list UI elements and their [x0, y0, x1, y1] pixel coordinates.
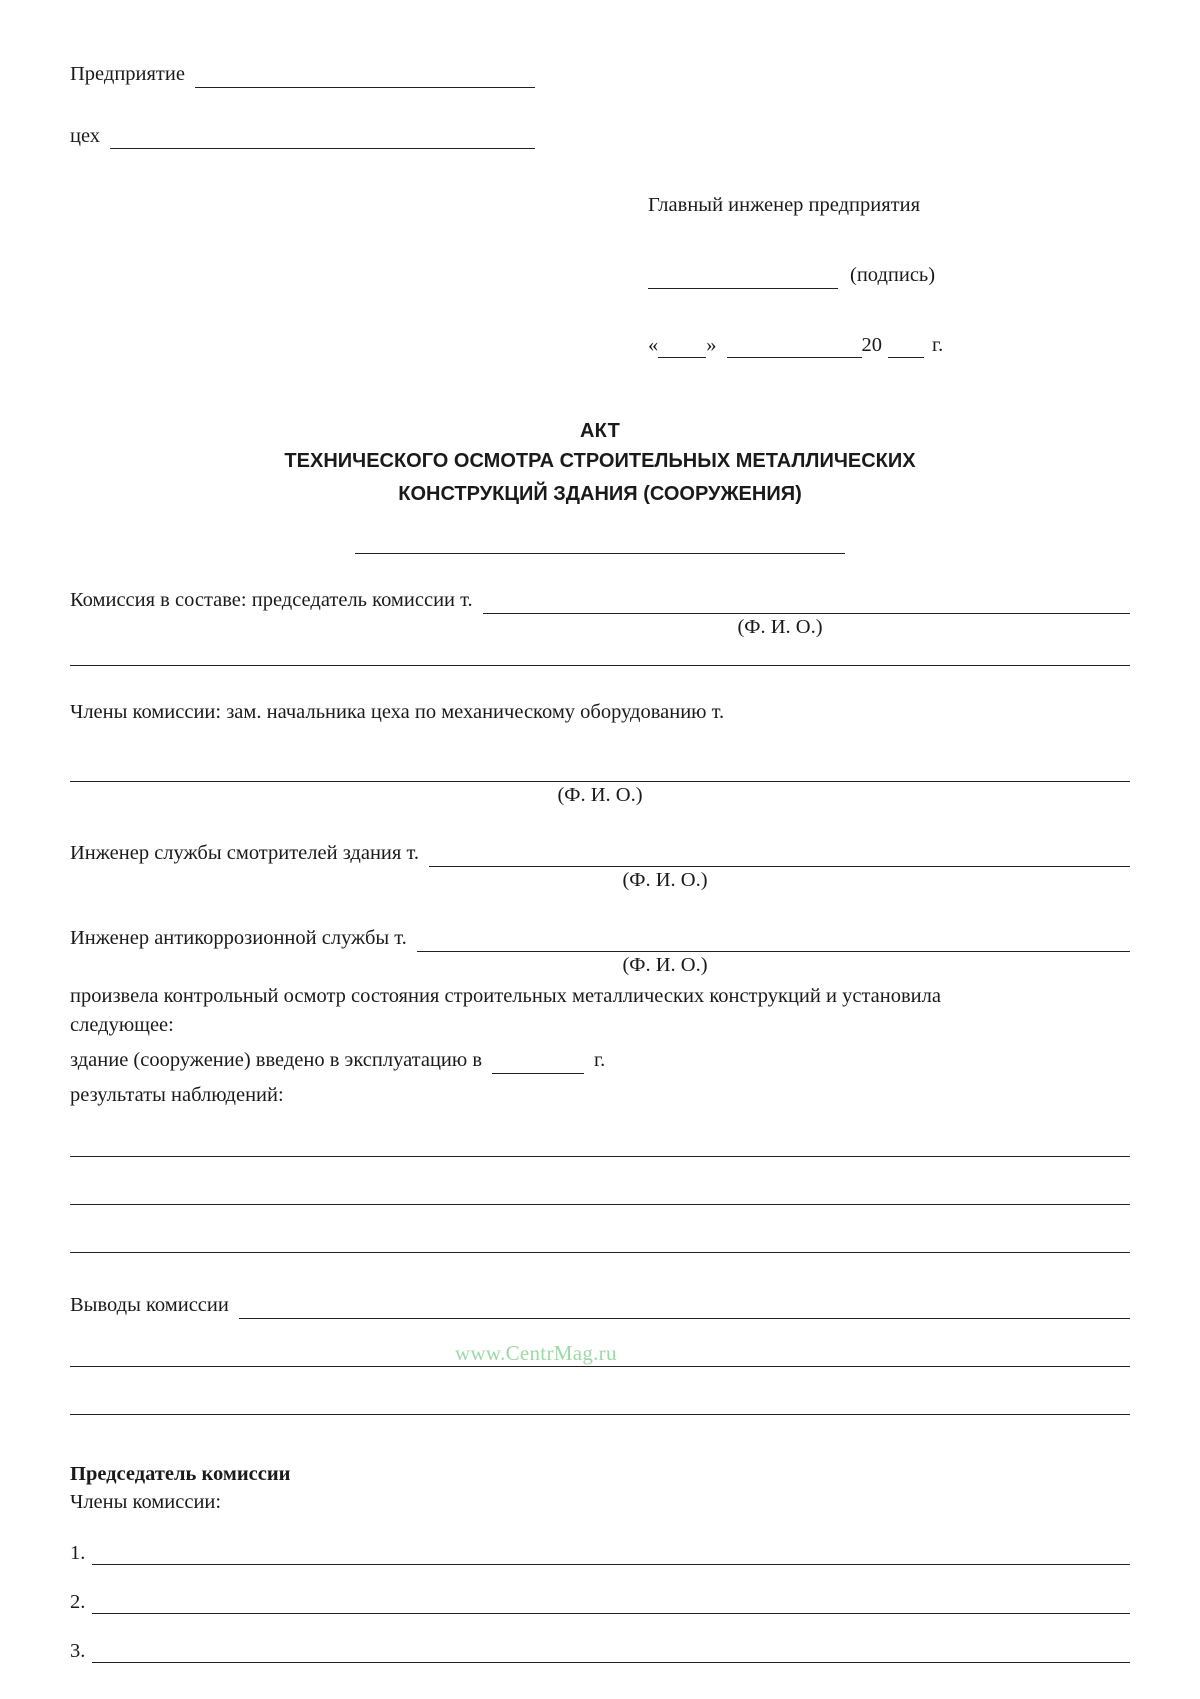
shop-row: [70, 124, 1130, 150]
member-input-line-1[interactable]: [92, 1548, 1130, 1564]
date-row: [648, 333, 1130, 359]
member-row-1: [70, 1542, 1130, 1565]
engineer-watch-input-line[interactable]: [429, 851, 1130, 867]
observations-input-line-3[interactable]: [70, 1252, 1130, 1253]
date-quote-open: «: [648, 333, 659, 356]
title-line-1: АКТ: [580, 420, 620, 443]
chief-engineer-label: Главный инженер предприятия: [648, 194, 920, 217]
shop-input-line[interactable]: [110, 133, 535, 149]
member-row-2: [70, 1591, 1130, 1614]
conclusions-input-line-3[interactable]: [70, 1414, 1130, 1415]
members-fio-note: (Ф. И. О.): [557, 784, 643, 807]
member-input-line-2[interactable]: [92, 1597, 1130, 1613]
enterprise-label: Предприятие: [70, 63, 185, 85]
date-year-suffix: г.: [932, 333, 944, 356]
statement-line-1: произвела контрольный осмотр состояния строительных металлических конструкций и установила: [70, 984, 941, 1007]
footer-members-label: Члены комиссии:: [70, 1490, 222, 1513]
enterprise-row: [70, 62, 1130, 88]
document-title: [70, 420, 1130, 509]
chairman-label: Комиссия в составе: председатель комиссии т.: [70, 589, 473, 612]
commissioning-year-input[interactable]: [492, 1057, 584, 1073]
signature-input-line[interactable]: [648, 272, 838, 288]
date-year-input[interactable]: [888, 342, 924, 358]
observations-input-line-1[interactable]: [70, 1156, 1130, 1157]
title-line-2: ТЕХНИЧЕСКОГО ОСМОТРА СТРОИТЕЛЬНЫХ МЕТАЛЛИЧЕСКИХ: [284, 450, 916, 473]
engineer-anticorrosion-input-line[interactable]: [417, 935, 1130, 951]
conclusions-label: Выводы комиссии: [70, 1294, 229, 1317]
observations-input-line-2[interactable]: [70, 1204, 1130, 1205]
member-number-1: 1.: [70, 1541, 86, 1564]
commissioning-label: здание (сооружение) введено в эксплуатацию в: [70, 1048, 483, 1071]
enterprise-input-line[interactable]: [195, 71, 535, 87]
engineer-anticorrosion-row: [70, 926, 1130, 952]
date-quote-close: »: [706, 333, 717, 356]
chairman-extra-input-line[interactable]: [70, 665, 1130, 666]
signature-row: [648, 263, 1130, 289]
shop-label: цех: [70, 124, 101, 147]
title-line-3: КОНСТРУКЦИЙ ЗДАНИЯ (СООРУЖЕНИЯ): [398, 483, 802, 506]
member-number-2: 2.: [70, 1590, 86, 1613]
chairman-input-line[interactable]: [483, 598, 1130, 614]
approval-block: [648, 193, 1130, 358]
engineer-watch-fio-note: (Ф. И. О.): [622, 869, 708, 891]
engineer-watch-label: Инженер службы смотрителей здания т.: [70, 842, 420, 865]
chairman-fio-note: (Ф. И. О.): [737, 615, 823, 638]
object-name-input-line[interactable]: [355, 553, 845, 554]
engineer-anticorrosion-fio-note: (Ф. И. О.): [622, 953, 708, 976]
date-day-input[interactable]: [658, 342, 706, 358]
members-label: Члены комиссии: зам. начальника цеха по механическому оборудованию т.: [70, 700, 725, 723]
members-input-line[interactable]: [70, 781, 1130, 782]
conclusions-row: [70, 1293, 1130, 1319]
member-number-3: 3.: [70, 1639, 86, 1662]
member-row-3: [70, 1640, 1130, 1663]
date-month-input[interactable]: [727, 342, 862, 358]
statement-line-2: следующее:: [70, 1014, 174, 1037]
conclusions-input-line-2[interactable]: [70, 1366, 1130, 1367]
watermark: www.CentrMag.ru: [455, 1341, 617, 1365]
commissioning-suffix: г.: [594, 1048, 606, 1071]
date-year-prefix: 20: [861, 333, 882, 356]
engineer-anticorrosion-label: Инженер антикоррозионной службы т.: [70, 927, 407, 949]
chairman-row: [70, 588, 1130, 614]
engineer-watch-row: [70, 841, 1130, 867]
commissioning-row: [70, 1048, 1130, 1074]
members-row: [70, 700, 1130, 726]
observations-label: результаты наблюдений:: [70, 1083, 284, 1106]
conclusions-input-line-1[interactable]: [239, 1303, 1130, 1319]
footer-chairman-label: Председатель комиссии: [70, 1462, 291, 1485]
member-input-line-3[interactable]: [92, 1646, 1130, 1662]
signature-note: (подпись): [850, 263, 936, 286]
